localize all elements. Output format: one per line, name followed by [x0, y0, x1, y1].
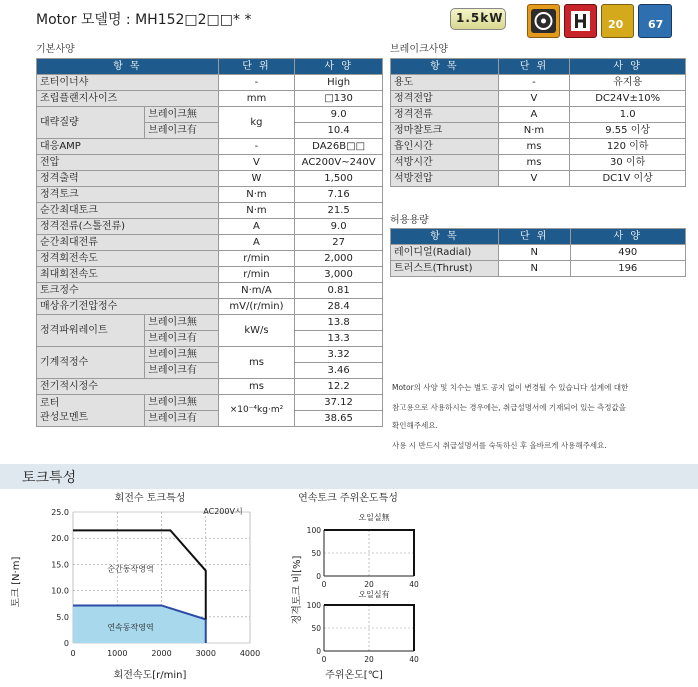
panel-title: 오일실有: [358, 590, 390, 599]
y-tick-label: 25.0: [51, 508, 69, 517]
encoder-icon: [527, 4, 560, 38]
page-title: Motor 모델명 : MH152□2□□* *: [36, 12, 252, 28]
brake-spec-table: [390, 58, 686, 187]
y-tick-label: 5.0: [56, 612, 69, 622]
table-row: 대응AMP - DA26B□□: [37, 139, 383, 155]
table-row: 정격회전속도 r/min 2,000: [37, 251, 383, 267]
bit-resolution-icon: 20: [601, 4, 634, 38]
x-tick-label: 0: [321, 580, 327, 589]
table-row: 정격파워레이트 브레이크無 kW/s 13.8: [37, 315, 383, 331]
torque-section-band: [0, 464, 698, 489]
instantaneous-region-label: 순간동작영역: [107, 564, 154, 574]
table-row: 정격전압 V DC24V±10%: [391, 91, 686, 107]
rotor-label: 로터: [40, 397, 60, 409]
y-axis-label: 정격토크 비[%]: [292, 555, 303, 625]
table-header-row: 항 목 단 위 사 양: [391, 229, 686, 245]
table-row: 로터 관성모멘트 브레이크無 ×10⁻⁴kg·m² 37.12: [37, 395, 383, 411]
load-spec-table: [390, 228, 686, 277]
y-tick-label: 100: [306, 526, 321, 535]
table-row: 정격전류(스톨전류) A 9.0: [37, 219, 383, 235]
y-tick-label: 10.0: [51, 586, 69, 596]
ip67-icon: 67: [638, 4, 672, 38]
table-row: 브레이크有 13.3: [37, 331, 383, 347]
table-row: 흡인시간 ms 120 이하: [391, 139, 686, 155]
table-row: 전압 V AC200V~240V: [37, 155, 383, 171]
x-tick-label: 0: [321, 655, 327, 664]
table-row: 트러스트(Thrust) N 196: [391, 261, 686, 277]
y-tick-label: 50: [311, 624, 321, 633]
col-header-spec: 사 양: [295, 59, 383, 75]
chart-areas: [73, 530, 206, 643]
y-axis-label: 토크 [N·m]: [11, 556, 22, 608]
table-row: 로터이너샤 - High: [37, 75, 383, 91]
x-tick-label: 3000: [195, 649, 216, 658]
y-tick-label: 100: [306, 601, 321, 610]
table-row: 정격전류 A 1.0: [391, 107, 686, 123]
table-row: 용도 - 유지용: [391, 75, 686, 91]
temp-torque-chart: [280, 490, 440, 687]
y-tick-label: 0: [316, 572, 321, 581]
table-row: 브레이크有 38.65: [37, 411, 383, 427]
basic-spec-title: 기본사양: [36, 44, 75, 55]
chart-annotation: AC200V시: [203, 507, 243, 516]
table-row: 레이디얼(Radial) N 490: [391, 245, 686, 261]
col-header-unit: 단 위: [218, 59, 295, 75]
inertia-label: 관성모멘트: [40, 411, 89, 423]
x-tick-label: 20: [364, 580, 374, 589]
panel-title: 오일실無: [358, 513, 390, 522]
x-tick-label: 1000: [107, 649, 128, 658]
y-tick-label: 0: [63, 639, 69, 648]
note-line: 사용 시 반드시 취급설명서를 숙독하신 후 올바르게 사용해주세요.: [392, 441, 607, 450]
chart-title: 연속토크 주위온도특성: [298, 493, 398, 504]
table-row: 대략질량 브레이크無 kg 9.0: [37, 107, 383, 123]
x-tick-label: 40: [409, 580, 419, 589]
table-row: 최대회전속도 r/min 3,000: [37, 267, 383, 283]
x-tick-label: 2000: [151, 649, 172, 658]
table-row: 석방전압 V DC1V 이상: [391, 171, 686, 187]
brake-spec-title: 브레이크사양: [390, 44, 448, 55]
table-row: 정마찰토크 N·m 9.55 이상: [391, 123, 686, 139]
power-badge-icon: 1.5kW: [450, 8, 506, 30]
table-row: 석방시간 ms 30 이하: [391, 155, 686, 171]
table-row: 매상유기전압정수 mV/(r/min) 28.4: [37, 299, 383, 315]
y-tick-label: 15.0: [51, 560, 69, 570]
table-row: 브레이크有 10.4: [37, 123, 383, 139]
note-line: 참고용으로 사용하시는 경우에는, 취급설명서에 기재되어 있는 측정값을: [392, 403, 627, 412]
x-tick-label: 4000: [239, 649, 260, 658]
table-row: 정격출력 W 1,500: [37, 171, 383, 187]
table-row: 조립플랜지사이즈 mm □130: [37, 91, 383, 107]
table-row: 순간최대토크 N·m 21.5: [37, 203, 383, 219]
table-header-row: [37, 59, 383, 75]
table-header-row: 항 목 단 위 사 양: [391, 59, 686, 75]
note-line: Motor의 사양 및 치수는 별도 공지 없이 변경될 수 있습니다 설계에 대한: [392, 383, 629, 392]
x-axis-label: 회전속도[r/min]: [113, 670, 187, 681]
table-row: 순간최대전류 A 27: [37, 235, 383, 251]
table-row: 브레이크有 3.46: [37, 363, 383, 379]
x-axis-label: 주위온도[℃]: [325, 670, 383, 681]
x-tick-label: 0: [70, 649, 76, 658]
x-tick-label: 20: [364, 655, 374, 664]
y-tick-label: 0: [316, 647, 321, 656]
torque-section-title: 토크특성: [22, 470, 77, 486]
table-row: 기계적정수 브레이크無 ms 3.32: [37, 347, 383, 363]
speed-torque-chart: [0, 490, 260, 687]
basic-spec-table: [36, 58, 383, 427]
x-tick-label: 40: [409, 655, 419, 664]
table-row: 정격토크 N·m 7.16: [37, 187, 383, 203]
note-line: 확인해주세요.: [392, 421, 438, 430]
chart-panels: [307, 512, 419, 664]
table-row: 전기적시정수 ms 12.2: [37, 379, 383, 395]
holding-brake-icon: [564, 4, 597, 38]
continuous-region-label: 연속동작영역: [107, 622, 154, 632]
load-spec-title: 허용용량: [390, 215, 429, 226]
y-tick-label: 50: [311, 549, 321, 558]
col-header-item: 항 목: [37, 59, 219, 75]
chart-title: 회전수 토크특성: [114, 493, 186, 504]
y-tick-label: 20.0: [51, 534, 69, 544]
table-row: 토크정수 N·m/A 0.81: [37, 283, 383, 299]
